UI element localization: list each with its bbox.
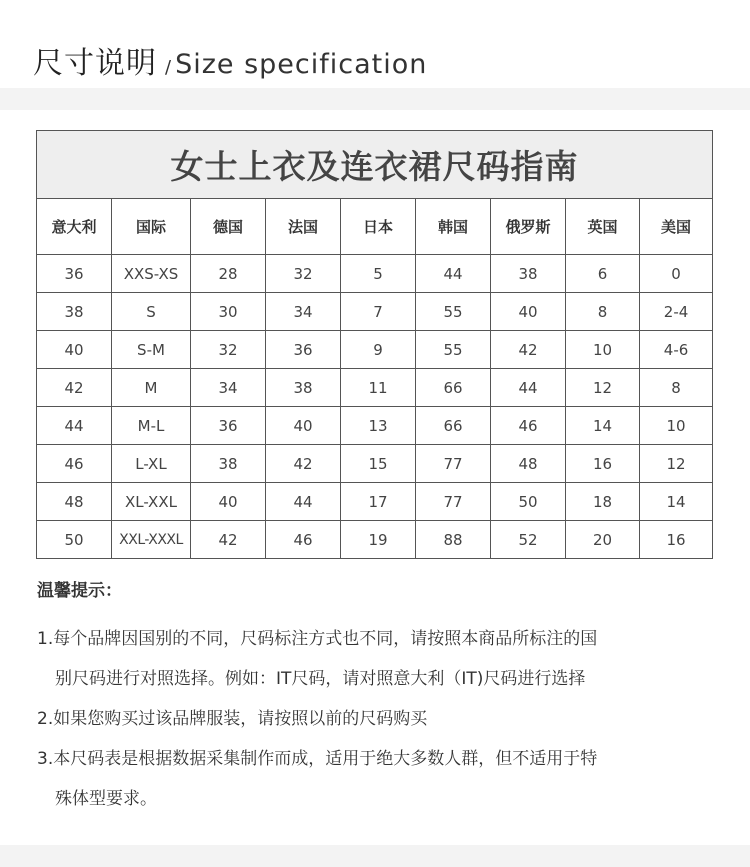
table-cell: XXS-XS xyxy=(112,255,191,293)
table-cell: 34 xyxy=(266,293,341,331)
table-cell: 16 xyxy=(566,445,640,483)
table-cell: 44 xyxy=(491,369,566,407)
table-cell: 14 xyxy=(566,407,640,445)
table-cell: 42 xyxy=(491,331,566,369)
tip-item xyxy=(37,739,717,819)
table-cell: 7 xyxy=(341,293,416,331)
table-cell: 8 xyxy=(640,369,713,407)
table-cell: 77 xyxy=(416,445,491,483)
table-cell: 4-6 xyxy=(640,331,713,369)
table-title: 女士上衣及连衣裙尺码指南 xyxy=(37,131,713,199)
table-cell: 18 xyxy=(566,483,640,521)
table-cell: 40 xyxy=(191,483,266,521)
table-cell: S-M xyxy=(112,331,191,369)
tip-line: 殊体型要求。 xyxy=(55,789,157,809)
table-cell: 15 xyxy=(341,445,416,483)
table-cell: 10 xyxy=(640,407,713,445)
table-cell: XL-XXL xyxy=(112,483,191,521)
table-cell: 6 xyxy=(566,255,640,293)
column-header: 俄罗斯 xyxy=(491,199,566,255)
table-cell: 38 xyxy=(37,293,112,331)
table-cell: 9 xyxy=(341,331,416,369)
table-cell: S xyxy=(112,293,191,331)
table-cell: 12 xyxy=(640,445,713,483)
table-cell: M-L xyxy=(112,407,191,445)
table-cell: 30 xyxy=(191,293,266,331)
table-cell: 42 xyxy=(191,521,266,559)
table-cell: 20 xyxy=(566,521,640,559)
table-cell: 46 xyxy=(266,521,341,559)
table-cell: 13 xyxy=(341,407,416,445)
table-cell: 36 xyxy=(191,407,266,445)
table-cell: 55 xyxy=(416,331,491,369)
table-cell: L-XL xyxy=(112,445,191,483)
table-cell: 50 xyxy=(491,483,566,521)
table-cell: 38 xyxy=(491,255,566,293)
table-cell: 50 xyxy=(37,521,112,559)
table-cell: 34 xyxy=(191,369,266,407)
tip-item xyxy=(37,619,717,699)
column-header: 法国 xyxy=(266,199,341,255)
table-cell: 36 xyxy=(266,331,341,369)
table-cell: 12 xyxy=(566,369,640,407)
table-cell: 88 xyxy=(416,521,491,559)
table-row xyxy=(37,369,713,407)
table-cell: M xyxy=(112,369,191,407)
table-cell: 5 xyxy=(341,255,416,293)
table-cell: 40 xyxy=(266,407,341,445)
table-cell: 2-4 xyxy=(640,293,713,331)
table-cell: 16 xyxy=(640,521,713,559)
table-cell: 48 xyxy=(491,445,566,483)
page-header xyxy=(33,38,427,82)
table-row xyxy=(37,445,713,483)
table-cell: 46 xyxy=(37,445,112,483)
size-chart-table xyxy=(36,130,713,559)
column-header: 韩国 xyxy=(416,199,491,255)
column-header: 意大利 xyxy=(37,199,112,255)
table-cell: 44 xyxy=(37,407,112,445)
table-cell: 10 xyxy=(566,331,640,369)
column-header: 日本 xyxy=(341,199,416,255)
table-cell: 42 xyxy=(266,445,341,483)
table-cell: 40 xyxy=(37,331,112,369)
table-cell: 38 xyxy=(191,445,266,483)
table-cell: 8 xyxy=(566,293,640,331)
table-cell: 52 xyxy=(491,521,566,559)
table-row xyxy=(37,255,713,293)
table-cell: 36 xyxy=(37,255,112,293)
table-cell: 28 xyxy=(191,255,266,293)
table-cell: 66 xyxy=(416,407,491,445)
header-title-cn: 尺寸说明 xyxy=(33,46,157,81)
column-header: 美国 xyxy=(640,199,713,255)
table-cell: 46 xyxy=(491,407,566,445)
table-cell: 32 xyxy=(266,255,341,293)
table-header-row xyxy=(37,199,713,255)
tip-line: 别尺码进行对照选择。例如：IT尺码，请对照意大利（IT)尺码进行选择 xyxy=(55,669,586,689)
table-cell: 44 xyxy=(416,255,491,293)
table-cell: 48 xyxy=(37,483,112,521)
tips-section xyxy=(37,576,717,819)
header-separator: / xyxy=(165,57,172,78)
tip-line: 2.如果您购买过该品牌服装，请按照以前的尺码购买 xyxy=(37,709,428,729)
table-cell: 66 xyxy=(416,369,491,407)
table-row xyxy=(37,483,713,521)
footer-band xyxy=(0,845,750,867)
table-cell: 55 xyxy=(416,293,491,331)
tips-list xyxy=(37,619,717,819)
table-cell: 0 xyxy=(640,255,713,293)
column-header: 英国 xyxy=(566,199,640,255)
table-cell: XXL-XXXL xyxy=(112,521,191,559)
table-cell: 14 xyxy=(640,483,713,521)
header-divider-band xyxy=(0,88,750,110)
table-cell: 44 xyxy=(266,483,341,521)
table-cell: 17 xyxy=(341,483,416,521)
table-cell: 32 xyxy=(191,331,266,369)
table-row xyxy=(37,331,713,369)
tip-line: 1.每个品牌因国别的不同，尺码标注方式也不同，请按照本商品所标注的国 xyxy=(37,629,598,649)
column-header: 德国 xyxy=(191,199,266,255)
table-cell: 77 xyxy=(416,483,491,521)
table-cell: 19 xyxy=(341,521,416,559)
table-cell: 38 xyxy=(266,369,341,407)
column-header: 国际 xyxy=(112,199,191,255)
table-cell: 42 xyxy=(37,369,112,407)
table-row xyxy=(37,407,713,445)
table-cell: 40 xyxy=(491,293,566,331)
table-row xyxy=(37,293,713,331)
tips-title: 温馨提示： xyxy=(37,581,122,601)
table-row xyxy=(37,521,713,559)
tip-line: 3.本尺码表是根据数据采集制作而成，适用于绝大多数人群，但不适用于特 xyxy=(37,749,598,769)
table-cell: 11 xyxy=(341,369,416,407)
tip-item xyxy=(37,699,717,739)
header-title-en: Size specification xyxy=(175,49,428,80)
